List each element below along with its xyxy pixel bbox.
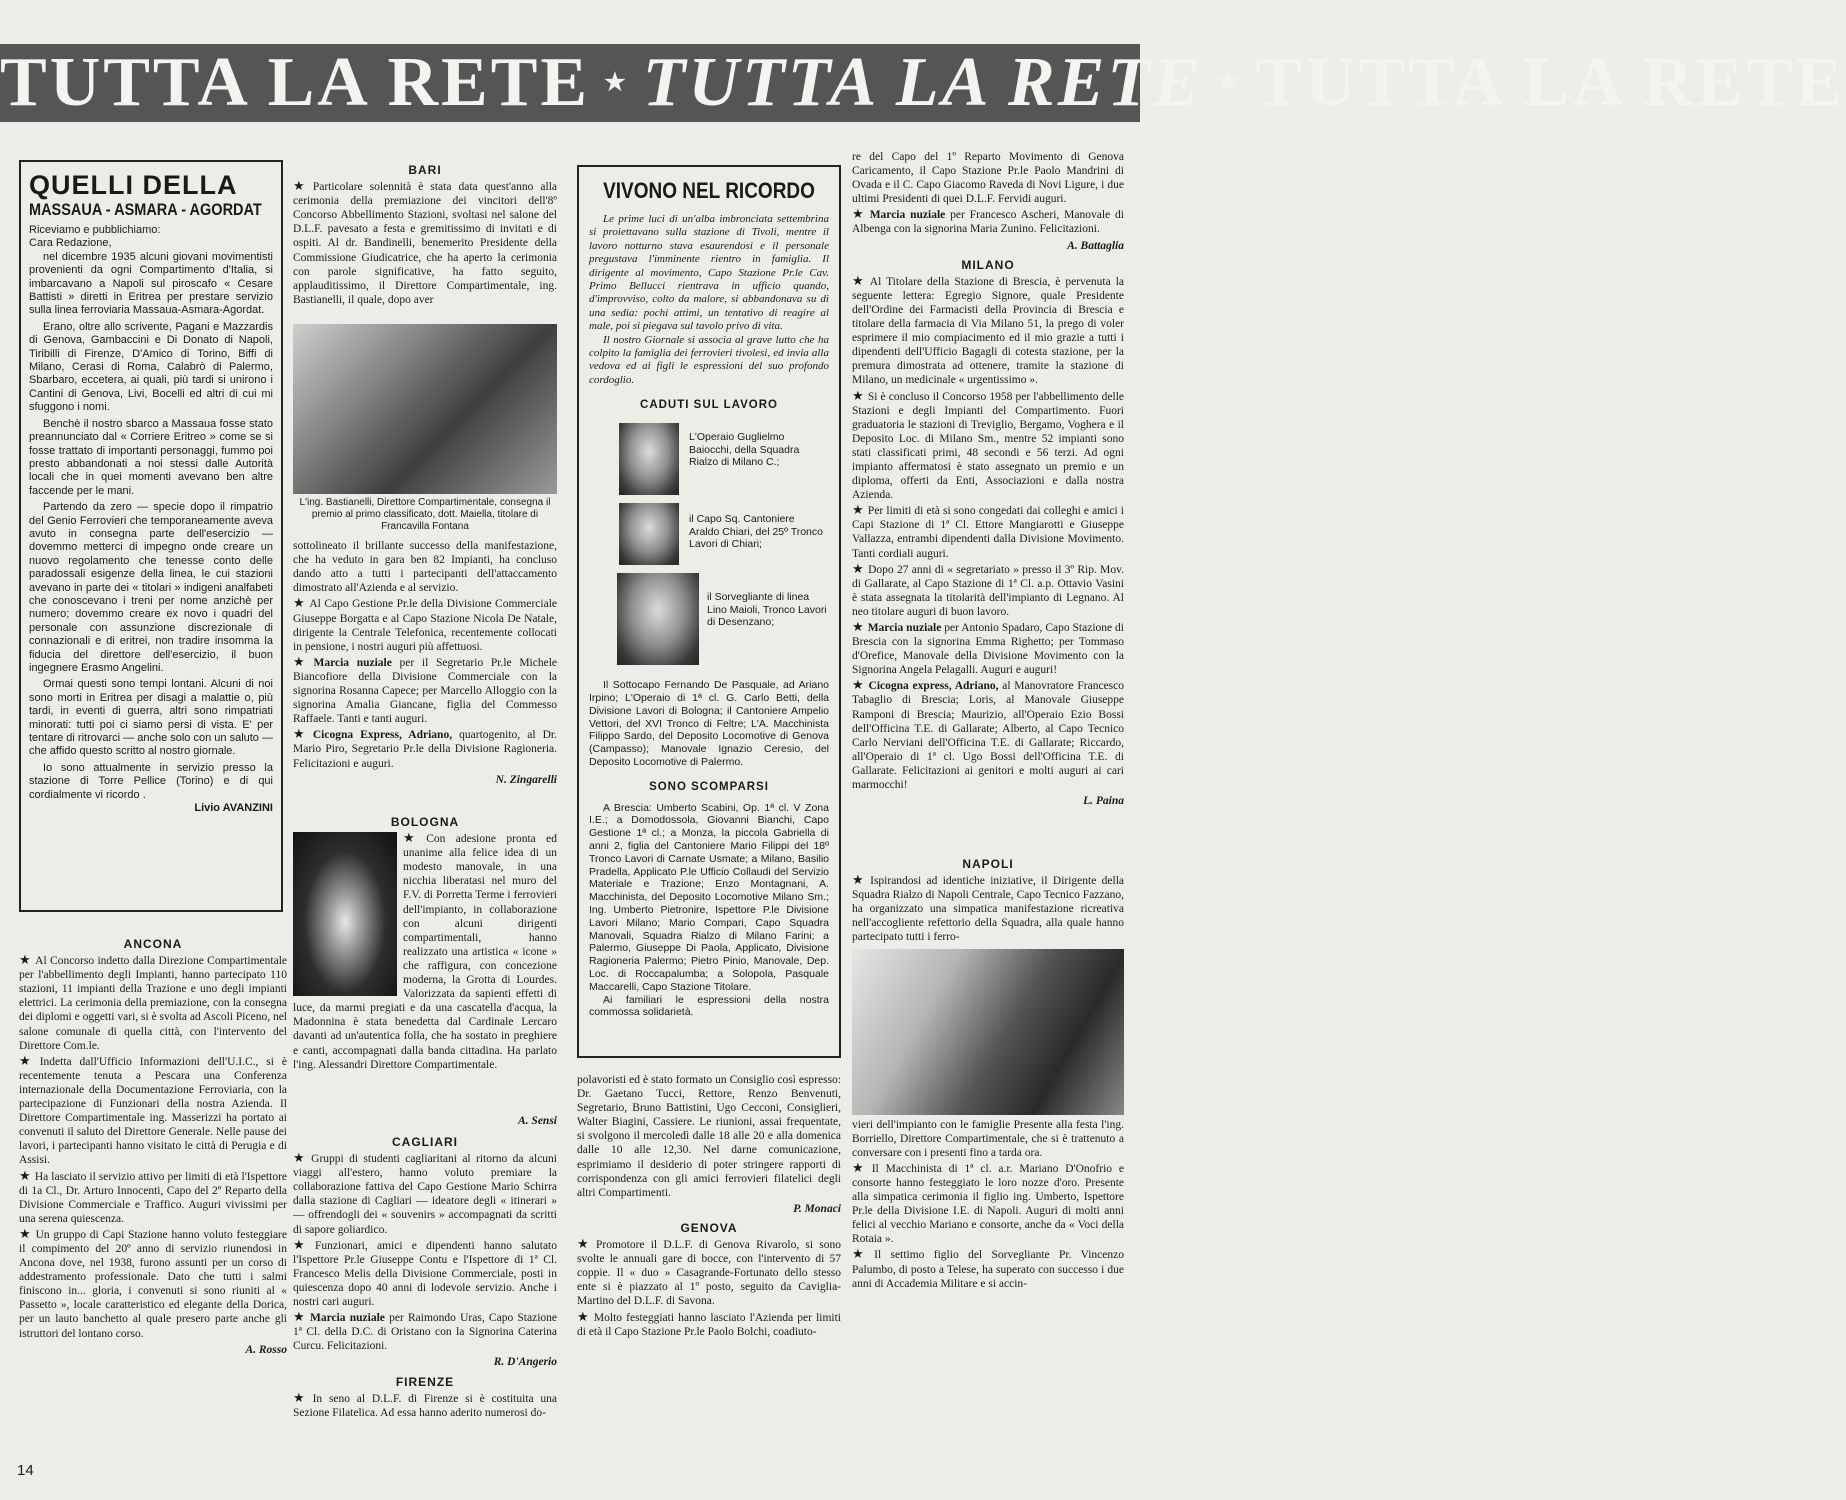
vivono-box	[577, 165, 841, 1058]
news-item: ★ Il Macchinista di 1ª cl. a.r. Mariano D'Onofrio e consorte hanno festeggiato le loro nozze d'oro. Presente alla simpatica cerimonia il figlio ing. Umberto, Ispettore Pr.le della Divisione I.E. di Napoli. Auguri di molti anni felici al vecchio Mariano e consorte, anche da « Voci della Rotaia ».	[852, 1160, 1125, 1246]
news-item: vieri dell'impianto con le famiglie Presente alla festa l'ing. Borriello, Direttore Compartimentale, che si è trattenuto a conversare con i presenti fino a tarda ora.	[852, 1118, 1124, 1159]
intro: Riceviamo e pubblichiamo:	[29, 224, 161, 236]
star-icon: ★	[19, 1226, 32, 1242]
party-photo	[852, 949, 1124, 1115]
news-item: re del Capo del 1º Reparto Movimento di Genova Caricamento, il Capo Stazione Pr.le Paolo Mandrini di Ovada e il C. Capo Giacomo Raveda di Novi Ligure, i due ultimi Presidenti di quei D.L.F. Fervidi auguri.	[852, 151, 1124, 206]
paragraph: Ai familiari le espressioni della nostra commossa solidarietà.	[589, 993, 829, 1019]
news-item: ★ Cicogna express, Adriano, al Manovratore Francesco Tabaglio di Brescia; Loris, al Manovale Giuseppe Ramponi di Brescia; Maurizio, all'Operaio Ezio Bossi dell'Officina T.E. di Gallarate; Alberto, al Capo Tecnico Carlo Nerviani dell'Officina T.E. di Gallarate; Riccardo, all'Operaio di 1ª cl. Ugo Bossi dell'Officina T.E. di Gallarate. Felicitazioni ai genitori e molti auguri ai cari marmocchi!	[852, 678, 1125, 792]
signature: A. Rosso	[245, 1343, 287, 1356]
signature: A. Battaglia	[1067, 239, 1124, 252]
star-icon: ★	[293, 1310, 306, 1326]
bari-section	[293, 158, 557, 808]
star-icon: ★	[852, 503, 864, 519]
ceremony-photo	[293, 324, 557, 494]
paragraph: Le prime luci di un'alba imbronciata settembrina si proiettavano sulla stazione di Tivoli, mentre il lavoro notturno stava esaurendosi e il personale pregustava l'imminente rientro in famiglia. Il dirigente al movimento, Capo Stazione Pr.le Cav. Primo Bellucci rientrava in ufficio quando, d'improvviso, colto da malore, si abbandonava su di una sedia: pochi attimi, un tentativo di reagire al male, poi si piegava sul tavolo privo di vita.	[589, 213, 829, 333]
news-item: ★ Dopo 27 anni di « segretariato » presso il 3º Rip. Mov. di Gallarate, al Capo Stazione di 1ª Cl. a.p. Ottavio Vasini è stata assegnata la titolarità dell'impianto di Legnano. Al neo titolare auguri di buon lavoro.	[852, 561, 1125, 618]
paragraph: Ormai questi sono tempi lontani. Alcuni di noi sono morti in Eritrea per disagi a malattie o, più tardi, in eventi di guerra, altri sono rimpatriati minorati: tutti poi ci siamo persi di vista. E' per tentare di ritrovarci — anche solo con un saluto — che affido questo scritto al nostro giornale.	[29, 678, 273, 758]
portrait-photo	[619, 503, 679, 565]
paragraph: Partendo da zero — specie dopo il rimpatrio del Genio Ferrovieri che temporaneamente aveva avuto in consegna parte dell'esercizio — dovemmo metterci di impegno onde creare un nuovo regolamento che tenesse conto delle paradossali esigenze della linea, le cui stazioni avevano in parte dei « titolari » indigeni analfabeti che conoscevano i treni per nome anzichè per numero; dovemmo creare ex novo i quadri del personale con assunzione discrezionale di connazionali e di eritrei, non tradire insomma la fiducia del direttore dell'esercizio, il buon ingegnere Erasmo Angelini.	[29, 501, 273, 674]
news-item: ★ Il settimo figlio del Sorvegliante Pr. Vincenzo Palumbo, di posto a Telese, ha superato con successo i due anni di Accademia Militare e si accin-	[852, 1247, 1124, 1290]
news-item: ★ Ispirandosi ad identiche iniziative, il Dirigente della Squadra Rialzo di Napoli Centrale, Capo Tecnico Fazzano, ha organizzato una simpatica manifestazione ricreativa nell'accogliente refettorio della Squadra, alla quale hanno partecipato tutti i ferro-	[852, 873, 1125, 944]
section-heading: GENOVA	[680, 1220, 738, 1235]
news-item: ★ Molto festeggiati hanno lasciato l'Azienda per limiti di età il Capo Stazione Pr.le Paolo Bolchi, coadiuto-	[577, 1309, 842, 1338]
star-icon: ★	[852, 1247, 871, 1263]
paragraph: Il Sottocapo Fernando De Pasquale, ad Ariano Irpino; L'Operaio di 1ª cl. G. Carlo Betti, della Divisione Lavori di Bologna; il Cantoniere Ampelio Vettori, del XVI Tronco di Feltre; L'A. Macchinista Filippo Sardo, del Deposito Locomotive di Genova (Campasso); Manovale Ignazio Ceresio, del Deposito Locomotive di Palermo.	[589, 679, 829, 769]
news-item: ★ Cicogna Express, Adriano, quartogenito, al Dr. Mario Piro, Segretario Pr.le della Divisione Ragioneria. Felicitazioni e auguri.	[293, 727, 558, 770]
caption: il Capo Sq. Cantoniere Araldo Chiari, del 25º Tronco Lavori di Chiari;	[689, 513, 823, 551]
star-icon: ★	[403, 831, 423, 847]
section-heading: BOLOGNA	[390, 815, 460, 829]
caption: L'Operaio Guglielmo Baiocchi, della Squadra Rialzo di Milano C.;	[689, 431, 800, 469]
news-item: ★ Un gruppo di Capi Stazione hanno voluto festeggiare il compimento del 20º anno di servizio riunendosi in Ancona dove, nel 1938, furono assunti per un corso di addestramento professionale. Dato che tutti i salmi finiscono in... gloria, i convenuti si sono riuniti al « Passetto », locale caratteristico ed elegante della Dorica, per un lauto banchetto al quale presero parte anche gli istruttori del lontano corso.	[19, 1226, 287, 1340]
paragraph: Io sono attualmente in servizio presso la stazione di Torre Pellice (Torino) e di qui cordialmente vi ricordo .	[29, 761, 273, 801]
star-icon: ★	[852, 388, 864, 404]
banner-title-repeat: TUTTA LA RETE	[1255, 44, 1846, 121]
photo-caption: L'ing. Bastianelli, Direttore Compartimentale, consegna il premio al primo classificato, dott. Maiella, titolare di Francavilla Fontana	[299, 497, 551, 533]
news-item: ★ Promotore il D.L.F. di Genova Rivarolo, si sono svolte le annuali gare di bocce, con l'intervento di 57 coppie. Il « duo » Casagrande-Fortunato dello stesso ente si è piazzato al 1º posto, seguito da Caviglia-Martino del D.L.F. di Savona.	[577, 1237, 841, 1308]
paragraph: A Brescia: Umberto Scabini, Op. 1ª cl. V Zona I.E.; a Domodossola, Giovanni Bianchi, Capo Gestione 1ª cl.; a Monza, la piccola Gabriella di anni 2, figlia del Cantoniere Mario Filippi del 18º Tronco Lavori di Carnate Usmate; a Milano, Basilio Pradella, Applicato P.le Ufficio Collaudi del Servizio Materiale e Trazione; Enzo Montagnani, A. Macchinista, del Deposito Locomotive Milano Sm.; Ing. Umberto Pietronire, Ispettore P.le Divisione Lavori Milano; Mario Compari, Capo Squadra Manovali, Squadra Rialzo di Milano Farini; a Palermo, Giuseppe Di Paola, Applicato, Divisione Ragioneria Palermo; Pietro Pinio, Manovale, Dep. Loc. di Roccapalumba; a Solopola, Pasquale Maccarelli, Capo Stazione Titolare.	[589, 801, 829, 993]
star-icon: ★	[293, 179, 309, 195]
signature: A. Sensi	[518, 1115, 557, 1127]
news-item: ★ Indetta dall'Ufficio Informazioni dell'U.I.C., si è recentemente tenuta a Pescara una Conferenza internazionale della Documentazione Ferroviaria, con la partecipazione di Funzionari della nostra Azienda. Il Direttore Compartimentale ing. Masserizzi ha portato ai convenuti il saluto del Direttore Generale. Nelle pause dei lavori, i partecipanti hanno visitato le città di Perugia e di Assisi.	[19, 1053, 287, 1167]
section-banner	[0, 44, 1846, 122]
bologna-section	[293, 810, 558, 1071]
banner-title: TUTTA LA RETE	[0, 44, 591, 121]
star-icon: ★	[852, 678, 865, 694]
star-icon: ★	[577, 1237, 592, 1253]
news-item: ★ Marcia nuziale per Francesco Ascheri, Manovale di Albenga con la signorina Maria Zunino. Felicitazioni.	[852, 207, 1125, 236]
napoli-section	[852, 852, 1124, 1467]
news-item: polavoristi ed è stato formato un Consiglio così espresso: Dr. Gaetano Tucci, Rettore, Renzo Benvenuti, Segretario, Bruno Battistini, Ugo Cecconi, Consiglieri, Walter Biagini, Cassiere. Le riunioni, assai frequentate, si svolgono il mercoledì dalle 18 alle 20 e alla domenica dalle 10 alle 12,30. Nel darne comunicazione, esprimiamo il desiderio di poter stringere rapporti di corrispondenza con gli amici ferrovieri filatelici degli altri Compartimenti.	[577, 1074, 841, 1199]
box-title: QUELLI DELLA	[29, 170, 238, 200]
news-item: ★ Marcia nuziale per Raimondo Uras, Capo Stazione 1ª Cl. della D.C. di Oristano con la Signorina Caterina Curcu. Felicitazioni.	[293, 1310, 558, 1353]
star-icon: ★	[577, 1309, 590, 1325]
news-item: ★ Marcia nuziale per il Segretario Pr.le Michele Biancofiore della Divisione Commerciale con la signorina Rosanna Capece; per Marcello Alloggio con la signorina Amalia Giancane, figlia del Commesso Raffaele. Tanti e tanti auguri.	[293, 654, 558, 726]
news-item: sottolineato il brillante successo della manifestazione, che ha veduto in gara ben 82 Impianti, ha concluso dando atto a tutti i partecipanti dell'attaccamento dimostrato all'Azienda e al servizio.	[293, 540, 557, 595]
caption: il Sorvegliante di linea Lino Maioli, Tronco Lavori di Desenzano;	[707, 591, 827, 629]
news-item: ★ Gruppi di studenti cagliaritani al ritorno da alcuni viaggi all'estero, hanno voluto premiare la collaborazione fattiva del Capo Gestione Mario Schirra dalla stazione di Cagliari — ideatore degli « itinerari » — offrendogli dei « souvenirs » accompagnati da scritti di sapore goliardico.	[293, 1151, 557, 1236]
paragraph: Benchè il nostro sbarco a Massaua fosse stato preannunciato dal « Corriere Eritreo » come se si fosse trattato di importanti personaggi, fummo poi presto abbandonati a noi stessi dalle Autorità locali che in quei momenti avevano ben altre faccende per le mani.	[29, 417, 273, 497]
star-icon: ★	[852, 873, 867, 889]
section-heading: MILANO	[961, 257, 1015, 272]
news-item: ★ Al Concorso indetto dalla Direzione Compartimentale per l'abbellimento degli Impianti, hanno partecipato 110 stazioni, 11 impianti della Trazione e uno degli impianti elettrici. La cerimonia della premiazione, con la consegna dei diplomi e oggetti vari, si è svolta ad Ascoli Piceno, nel salone comunale di quella città, con l'intervento del Direttore Com.le.	[19, 953, 288, 1052]
news-item: ★ Per limiti di età si sono congedati dai colleghi e amici i Capi Stazione di 1ª Cl. Ettore Mangiarotti e Giuseppe Vallazza, entrambi dipendenti dalla Divisione Movimento. Tanti cordiali auguri.	[852, 503, 1125, 560]
news-item: ★ Al Capo Gestione Pr.le della Divisione Commerciale Giuseppe Borgatta e al Capo Stazione Nicola De Natale, dirigente la Centrale Telefonica, recentemente collocati in pensione, i nostri auguri più affettuosi.	[293, 596, 558, 653]
star-icon: ★	[604, 70, 629, 96]
star-icon: ★	[293, 596, 306, 612]
signature: P. Monaci	[793, 1202, 841, 1215]
news-item: ★ Funzionari, amici e dipendenti hanno salutato l'Ispettore Pr.le Giuseppe Contu e l'Ispettore di 1ª Cl. Francesco Melis della Divisione Commerciale, posti in quiescenza dopo 40 anni di lodevole servizio. Anche i nostri cari auguri.	[293, 1237, 558, 1309]
news-item: ★ Particolare solennità è stata data quest'anno alla cerimonia della premiazione dei vincitori dell'8º Concorso Abbellimento Stazioni, svoltasi nel salone del D.L.F. pavesato a festa e gremitissimo di invitati e di ospiti. Al dr. Bandinelli, benemerito Presidente della Commissione Giudicatrice, che ha aperto la cerimonia con parole significative, ha fatto seguito, applauditissimo, il Direttore Compartimentale, ing. Bastianelli, il quale, dopo aver	[293, 179, 557, 306]
paragraph: nel dicembre 1935 alcuni giovani movimentisti provenienti da ogni Compartimento d'Italia, si imbarcavano a Napoli sul piroscafo « Cesare Battisti » diretti in Eritrea per prestare servizio sulla linea ferroviaria Massaua-Asmara-Agordat.	[29, 250, 273, 317]
news-item: ★ Ha lasciato il servizio attivo per limiti di età l'Ispettore di 1a Cl., Dr. Arturo Innocenti, Capo del 2º Reparto della Divisione Commerciale e Traffico. Auguri vivissimi per una serena quiescenza.	[19, 1168, 288, 1225]
box-title: VIVONO NEL RICORDO	[603, 179, 815, 204]
banner-title-italic: TUTTA LA RETE	[642, 44, 1203, 121]
news-item: ★ Al Titolare della Stazione di Brescia, è pervenuta la seguente lettera: Egregio Signore, quale Presidente dell'Ordine dei Farmacisti della Provincia di Brescia e titolare della farmacia di Via Milano 51, la prego di voler esprimere il mio compiacimento ed il mio grazie a tutti i dipendenti dell'Ufficio Bagagli di cotesta stazione, per la premura dimostrata ad ottenere, tramite la stazione di Milano, un medicinale « urgentissimo ».	[852, 273, 1125, 387]
paragraph: Il nostro Giornale si associa al grave lutto che ha colpito la famiglia dei ferrovieri tivolesi, ed invia alla vedova ed ai figli le espressioni del suo profondo cordoglio.	[589, 333, 829, 386]
grotto-photo	[293, 832, 397, 996]
star-icon: ★	[293, 1390, 309, 1406]
news-item: ★ In seno al D.L.F. di Firenze si è costituita una Sezione Filatelica. Ad essa hanno aderito numerosi do-	[293, 1390, 558, 1419]
page-number: 14	[17, 1462, 34, 1479]
section-heading: NAPOLI	[962, 857, 1014, 871]
box-subtitle: MASSAUA - ASMARA - AGORDAT	[29, 201, 262, 220]
portrait-photo	[617, 573, 699, 665]
star-icon: ★	[1216, 70, 1242, 96]
salutation: Cara Redazione,	[29, 237, 112, 250]
signature: L. Paina	[1083, 795, 1124, 808]
signature: R. D'Angerio	[493, 1356, 557, 1369]
star-icon: ★	[852, 1160, 868, 1176]
news-item: ★ Con adesione pronta ed unanime alla felice idea di un modesto manovale, in una nicchia liberatasi nel muro del F.V. di Porretta Terme i ferrovieri dell'impianto, in collaborazione con alcuni dirigenti compartimentali, hanno realizzato una artistica « icone » che raffigura, con concezione moderna, la Grotta di Lourdes. Valorizzata da sapienti effetti di luce, da marmi pregiati e da una cascatella d'acqua, la Madonnina è stata benedetta dal Cardinale Lercaro davanti ad un'autentica folla, che ha sostato in preghiere e canti, accompagnati dalla banda cittadina. Ha parlato l'ing. Alessandri Direttore Compartimentale.	[293, 831, 558, 1071]
star-icon: ★	[852, 207, 866, 223]
portraits-area	[589, 423, 829, 629]
milano-section	[852, 150, 1124, 852]
star-icon: ★	[852, 620, 864, 635]
signature: N. Zingarelli	[495, 773, 557, 786]
star-icon: ★	[293, 654, 310, 670]
star-icon: ★	[19, 1168, 31, 1184]
section-heading: FIRENZE	[395, 1374, 455, 1389]
section-heading: CAGLIARI	[392, 1135, 458, 1149]
star-icon: ★	[19, 1053, 36, 1069]
section-heading: CADUTI SUL LAVORO	[640, 399, 778, 412]
star-icon: ★	[19, 953, 32, 969]
filatelica-continuation	[577, 1073, 841, 1463]
star-icon: ★	[852, 273, 866, 289]
star-icon: ★	[293, 1151, 308, 1167]
news-item: ★ Marcia nuziale per Antonio Spadaro, Capo Stazione di Brescia con la signorina Emma Righetto; per Tommaso d'Orefice, Manovale della Divisione Movimento con la Signorina Angela Pelagalli. Auguri e auguri!	[852, 620, 1124, 677]
section-heading: BARI	[408, 163, 442, 177]
section-heading: ANCONA	[123, 937, 183, 951]
portrait-photo	[619, 423, 679, 495]
cagliari-section	[293, 1130, 557, 1455]
section-heading: SONO SCOMPARSI	[649, 780, 769, 793]
star-icon: ★	[293, 727, 309, 743]
star-icon: ★	[293, 1237, 312, 1253]
news-item: ★ Si è concluso il Concorso 1958 per l'abbellimento delle Stazioni e degli Impianti del Compartimento. Fuori graduatoria le stazioni di Treviglio, Bergamo, Voghera e il Deposito Loc. di Milano Sm., mentre 52 impianti sono stati classificati primi, 48 secondi e 56 terzi. Ad ogni impianto affermatosi è stato assegnato un premio e un diploma, offerti da Enti, Associazioni e dalla nostra Azienda.	[852, 388, 1124, 502]
ancona-section	[19, 932, 287, 1432]
star-icon: ★	[852, 561, 865, 577]
signature: Livio AVANZINI	[194, 802, 273, 815]
quelli-della-box	[19, 160, 283, 912]
paragraph: Erano, oltre allo scrivente, Pagani e Mazzardis di Genova, Gambaccini e Di Donato di Napoli, Tiribilli di Firenze, D'Amico di Torino, Biffi di Milano, Cerasi di Roma, Calabrò di Palermo, Sbarbaro, eccetera, ai quali, più tardi si unirono i Cantini di Genova, Livi, Bocelli ed altri di cui mi sfuggono i nomi.	[29, 320, 273, 414]
